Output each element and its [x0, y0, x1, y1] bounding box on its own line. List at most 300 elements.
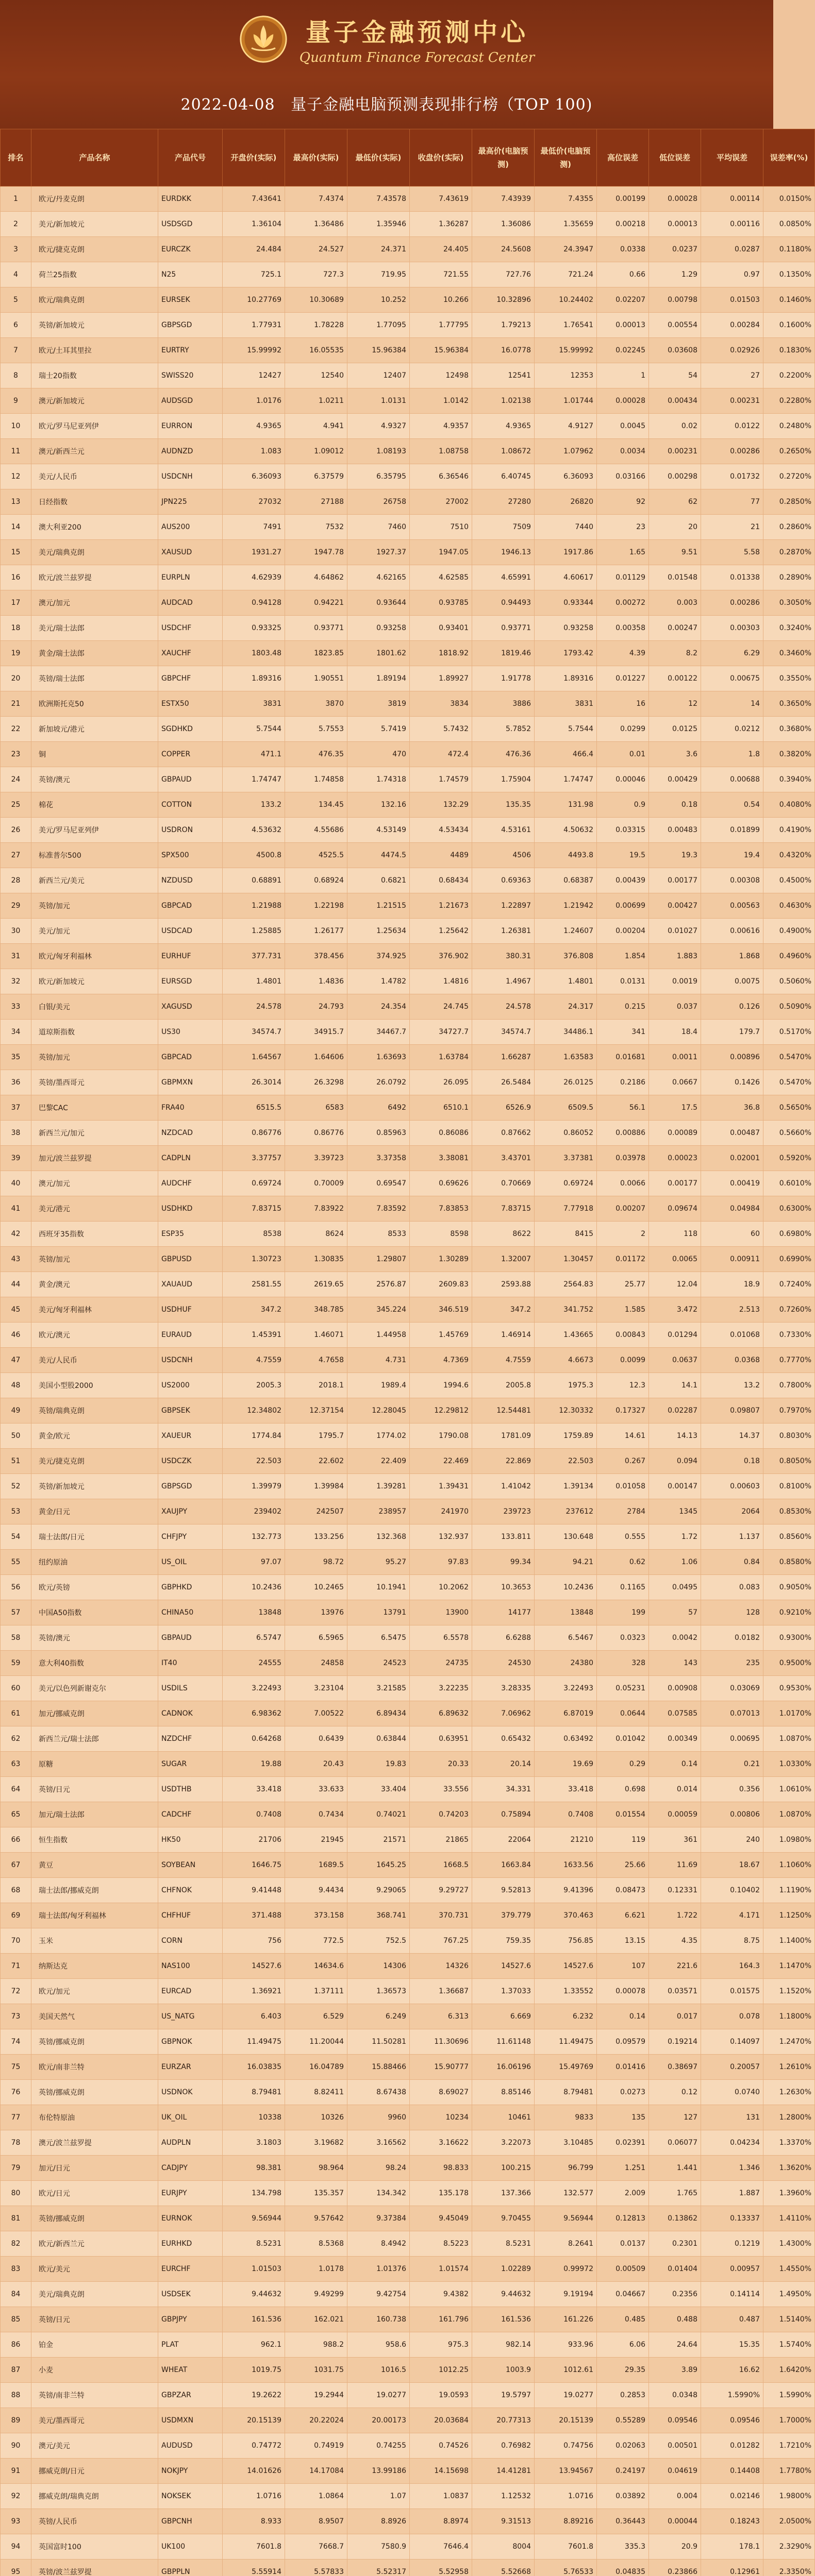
high-price-cell: 22.602 [285, 1449, 347, 1474]
predicted-high-cell: 10.3653 [472, 1575, 535, 1600]
predicted-high-cell: 0.69363 [472, 868, 535, 893]
average-error-cell: 0.04234 [701, 2130, 763, 2156]
error-rate-cell: 1.5140% [763, 2307, 815, 2332]
predicted-low-cell: 12353 [535, 363, 597, 388]
table-row [1, 1095, 815, 1121]
low-price-cell: 345.224 [347, 1297, 410, 1323]
predicted-high-cell: 10.32896 [472, 287, 535, 313]
table-row [1, 1045, 815, 1070]
high-price-cell: 0.74919 [285, 2433, 347, 2459]
high-price-cell: 133.256 [285, 1524, 347, 1550]
close-price-cell: 7.43619 [410, 187, 472, 212]
open-price-cell: 8.79481 [223, 2080, 285, 2105]
high-price-cell: 27188 [285, 489, 347, 515]
high-price-cell: 1.0211 [285, 388, 347, 414]
predicted-low-cell: 0.69724 [535, 1171, 597, 1196]
low-price-cell: 3819 [347, 691, 410, 717]
column-header: 产品名称 [31, 129, 158, 187]
open-price-cell: 3831 [223, 691, 285, 717]
product-code-cell: EURAUD [158, 1323, 223, 1348]
predicted-low-cell: 721.24 [535, 262, 597, 287]
open-price-cell: 21706 [223, 1827, 285, 1853]
product-name-cell: 英镑/新加坡元 [31, 313, 158, 338]
product-name-cell: 英镑/新加坡元 [31, 1474, 158, 1499]
low-error-cell: 0.00501 [649, 2433, 701, 2459]
error-rate-cell: 0.7800% [763, 1373, 815, 1398]
table-row [1, 944, 815, 969]
rank-cell: 45 [1, 1297, 31, 1323]
close-price-cell: 1.0837 [410, 2484, 472, 2509]
low-price-cell: 4474.5 [347, 843, 410, 868]
error-rate-cell: 0.3460% [763, 641, 815, 666]
low-error-cell: 1.441 [649, 2156, 701, 2181]
error-rate-cell: 0.1460% [763, 287, 815, 313]
table-row [1, 262, 815, 287]
predicted-low-cell: 3.37381 [535, 1146, 597, 1171]
open-price-cell: 6.403 [223, 2004, 285, 2029]
error-rate-cell: 0.9500% [763, 1651, 815, 1676]
close-price-cell: 6.313 [410, 2004, 472, 2029]
average-error-cell: 0.00603 [701, 1474, 763, 1499]
product-name-cell: 瑞士法郎/挪威克朗 [31, 1878, 158, 1903]
product-code-cell: SPX500 [158, 843, 223, 868]
low-price-cell: 24.354 [347, 994, 410, 1020]
predicted-high-cell: 0.75894 [472, 1802, 535, 1827]
product-code-cell: UK_OIL [158, 2105, 223, 2130]
low-error-cell: 20.9 [649, 2534, 701, 2560]
high-error-cell: 0.03315 [597, 818, 649, 843]
table-row [1, 414, 815, 439]
predicted-low-cell: 4.60617 [535, 565, 597, 590]
predicted-low-cell: 4.6673 [535, 1348, 597, 1373]
product-code-cell: XAUSUD [158, 540, 223, 565]
table-row [1, 1575, 815, 1600]
average-error-cell: 18.67 [701, 1853, 763, 1878]
rank-cell: 78 [1, 2130, 31, 2156]
rank-cell: 74 [1, 2029, 31, 2055]
product-name-cell: 新西兰元/瑞士法郎 [31, 1726, 158, 1752]
product-code-cell: SUGAR [158, 1752, 223, 1777]
predicted-low-cell: 1793.42 [535, 641, 597, 666]
average-error-cell: 0.00806 [701, 1802, 763, 1827]
product-code-cell: ESTX50 [158, 691, 223, 717]
rank-cell: 4 [1, 262, 31, 287]
high-price-cell: 24858 [285, 1651, 347, 1676]
error-rate-cell: 1.0170% [763, 1701, 815, 1726]
average-error-cell: 179.7 [701, 1020, 763, 1045]
product-name-cell: 标准普尔500 [31, 843, 158, 868]
error-rate-cell: 0.1350% [763, 262, 815, 287]
rank-cell: 58 [1, 1625, 31, 1651]
low-error-cell: 0.01548 [649, 565, 701, 590]
report-header [0, 0, 773, 129]
predicted-high-cell: 4.9365 [472, 414, 535, 439]
low-error-cell: 0.0637 [649, 1348, 701, 1373]
predicted-low-cell: 1.39134 [535, 1474, 597, 1499]
predicted-high-cell: 19.5797 [472, 2383, 535, 2408]
predicted-high-cell: 1.32007 [472, 1247, 535, 1272]
close-price-cell: 975.3 [410, 2332, 472, 2358]
low-price-cell: 6.89434 [347, 1701, 410, 1726]
high-price-cell: 0.70009 [285, 1171, 347, 1196]
product-code-cell: XAUEUR [158, 1423, 223, 1449]
predicted-high-cell: 1.37033 [472, 1979, 535, 2004]
high-price-cell: 727.3 [285, 262, 347, 287]
error-rate-cell: 0.7330% [763, 1323, 815, 1348]
low-error-cell: 0.13862 [649, 2206, 701, 2231]
average-error-cell: 0.04984 [701, 1196, 763, 1222]
brand-chinese-name: 量子金融预测中心 [305, 18, 528, 47]
product-name-cell: 美元/人民币 [31, 1348, 158, 1373]
high-price-cell: 6.5965 [285, 1625, 347, 1651]
error-rate-cell: 1.2800% [763, 2105, 815, 2130]
close-price-cell: 3.38081 [410, 1146, 472, 1171]
high-price-cell: 2018.1 [285, 1373, 347, 1398]
low-error-cell: 0.037 [649, 994, 701, 1020]
low-price-cell: 15.88466 [347, 2055, 410, 2080]
open-price-cell: 377.731 [223, 944, 285, 969]
high-error-cell: 1.854 [597, 944, 649, 969]
average-error-cell: 0.01282 [701, 2433, 763, 2459]
error-rate-cell: 1.3960% [763, 2181, 815, 2206]
product-code-cell: CADJPY [158, 2156, 223, 2181]
product-code-cell: GBPAUD [158, 1625, 223, 1651]
high-error-cell: 199 [597, 1600, 649, 1625]
error-rate-cell: 1.2470% [763, 2029, 815, 2055]
open-price-cell: 0.68891 [223, 868, 285, 893]
rank-cell: 11 [1, 439, 31, 464]
predicted-high-cell: 1.75904 [472, 767, 535, 792]
error-rate-cell: 0.0850% [763, 212, 815, 237]
low-price-cell: 6.35795 [347, 464, 410, 489]
predicted-high-cell: 4506 [472, 843, 535, 868]
close-price-cell: 4.7369 [410, 1348, 472, 1373]
high-price-cell: 772.5 [285, 1928, 347, 1954]
open-price-cell: 19.2622 [223, 2383, 285, 2408]
predicted-high-cell: 2005.8 [472, 1373, 535, 1398]
low-error-cell: 0.00231 [649, 439, 701, 464]
predicted-low-cell: 7440 [535, 515, 597, 540]
open-price-cell: 132.773 [223, 1524, 285, 1550]
rank-cell: 12 [1, 464, 31, 489]
predicted-high-cell: 1663.84 [472, 1853, 535, 1878]
low-price-cell: 7460 [347, 515, 410, 540]
low-error-cell: 0.03571 [649, 1979, 701, 2004]
product-name-cell: 澳元/加元 [31, 1171, 158, 1196]
product-name-cell: 荷兰25指数 [31, 262, 158, 287]
high-error-cell: 0.03892 [597, 2484, 649, 2509]
rank-cell: 30 [1, 919, 31, 944]
low-price-cell: 24523 [347, 1651, 410, 1676]
high-price-cell: 20.22024 [285, 2408, 347, 2433]
product-code-cell: ESP35 [158, 1222, 223, 1247]
rank-cell: 23 [1, 742, 31, 767]
table-row [1, 994, 815, 1020]
table-row [1, 893, 815, 919]
product-name-cell: 恒生指数 [31, 1827, 158, 1853]
product-name-cell: 英镑/波兰兹罗提 [31, 2560, 158, 2576]
open-price-cell: 14527.6 [223, 1954, 285, 1979]
average-error-cell: 1.887 [701, 2181, 763, 2206]
low-price-cell: 1016.5 [347, 2358, 410, 2383]
table-row [1, 2257, 815, 2282]
predicted-high-cell: 16.06196 [472, 2055, 535, 2080]
average-error-cell: 0.00231 [701, 388, 763, 414]
close-price-cell: 3.16622 [410, 2130, 472, 2156]
high-error-cell: 0.1165 [597, 1575, 649, 1600]
product-code-cell: GBPPLN [158, 2560, 223, 2576]
error-rate-cell: 0.4320% [763, 843, 815, 868]
error-rate-cell: 0.3050% [763, 590, 815, 616]
high-price-cell: 33.633 [285, 1777, 347, 1802]
low-error-cell: 62 [649, 489, 701, 515]
predicted-low-cell: 1.21942 [535, 893, 597, 919]
predicted-high-cell: 5.52668 [472, 2560, 535, 2576]
product-name-cell: 美元/墨西哥元 [31, 2408, 158, 2433]
predicted-high-cell: 476.36 [472, 742, 535, 767]
low-price-cell: 1.4782 [347, 969, 410, 994]
rank-cell: 63 [1, 1752, 31, 1777]
table-row [1, 1348, 815, 1373]
high-error-cell: 2.009 [597, 2181, 649, 2206]
high-error-cell: 0.00843 [597, 1323, 649, 1348]
high-price-cell: 4525.5 [285, 843, 347, 868]
product-code-cell: US30 [158, 1020, 223, 1045]
average-error-cell: 18.9 [701, 1272, 763, 1297]
predicted-high-cell: 1.36086 [472, 212, 535, 237]
high-price-cell: 476.35 [285, 742, 347, 767]
open-price-cell: 34574.7 [223, 1020, 285, 1045]
rank-cell: 22 [1, 717, 31, 742]
low-price-cell: 7.43578 [347, 187, 410, 212]
high-price-cell: 6583 [285, 1095, 347, 1121]
rank-cell: 49 [1, 1398, 31, 1423]
product-name-cell: 欧元/新加坡元 [31, 969, 158, 994]
low-error-cell: 12 [649, 691, 701, 717]
product-code-cell: EURCZK [158, 237, 223, 262]
open-price-cell: 725.1 [223, 262, 285, 287]
high-price-cell: 1.30835 [285, 1247, 347, 1272]
high-price-cell: 10.2465 [285, 1575, 347, 1600]
error-rate-cell: 0.2850% [763, 489, 815, 515]
close-price-cell: 346.519 [410, 1297, 472, 1323]
error-rate-cell: 0.5090% [763, 994, 815, 1020]
high-price-cell: 12.37154 [285, 1398, 347, 1423]
table-row [1, 1676, 815, 1701]
close-price-cell: 3.22235 [410, 1676, 472, 1701]
low-error-cell: 0.00798 [649, 287, 701, 313]
high-price-cell: 1.46071 [285, 1323, 347, 1348]
table-row [1, 818, 815, 843]
open-price-cell: 1.0176 [223, 388, 285, 414]
high-error-cell: 0.00013 [597, 313, 649, 338]
average-error-cell: 0.00308 [701, 868, 763, 893]
low-price-cell: 0.93644 [347, 590, 410, 616]
product-code-cell: USDHKD [158, 1196, 223, 1222]
low-error-cell: 127 [649, 2105, 701, 2130]
average-error-cell: 13.2 [701, 1373, 763, 1398]
average-error-cell: 77 [701, 489, 763, 515]
product-code-cell: IT40 [158, 1651, 223, 1676]
low-error-cell: 0.00298 [649, 464, 701, 489]
product-name-cell: 白银/美元 [31, 994, 158, 1020]
predicted-high-cell: 3.22073 [472, 2130, 535, 2156]
error-rate-cell: 0.9210% [763, 1600, 815, 1625]
rank-cell: 1 [1, 187, 31, 212]
open-price-cell: 8538 [223, 1222, 285, 1247]
high-error-cell: 0.01042 [597, 1726, 649, 1752]
open-price-cell: 3.37757 [223, 1146, 285, 1171]
predicted-low-cell: 6509.5 [535, 1095, 597, 1121]
close-price-cell: 1.63784 [410, 1045, 472, 1070]
table-row [1, 1853, 815, 1878]
low-error-cell: 0.004 [649, 2484, 701, 2509]
average-error-cell: 8.75 [701, 1928, 763, 1954]
error-rate-cell: 1.1400% [763, 1928, 815, 1954]
low-price-cell: 19.0277 [347, 2383, 410, 2408]
open-price-cell: 161.536 [223, 2307, 285, 2332]
high-error-cell: 0.0323 [597, 1625, 649, 1651]
predicted-low-cell: 9.56944 [535, 2206, 597, 2231]
average-error-cell: 164.3 [701, 1954, 763, 1979]
product-name-cell: 巴黎CAC [31, 1095, 158, 1121]
rank-cell: 61 [1, 1701, 31, 1726]
rank-cell: 85 [1, 2307, 31, 2332]
low-error-cell: 0.00908 [649, 1676, 701, 1701]
product-code-cell: GBPZAR [158, 2383, 223, 2408]
low-error-cell: 0.094 [649, 1449, 701, 1474]
predicted-low-cell: 5.7544 [535, 717, 597, 742]
table-row [1, 2105, 815, 2130]
low-error-cell: 0.0065 [649, 1247, 701, 1272]
predicted-low-cell: 26.0125 [535, 1070, 597, 1095]
predicted-high-cell: 727.76 [472, 262, 535, 287]
high-error-cell: 0.02391 [597, 2130, 649, 2156]
high-error-cell: 0.62 [597, 1550, 649, 1575]
low-error-cell: 143 [649, 1651, 701, 1676]
high-error-cell: 0.09579 [597, 2029, 649, 2055]
open-price-cell: 4.7559 [223, 1348, 285, 1373]
low-error-cell: 18.4 [649, 1020, 701, 1045]
rank-cell: 59 [1, 1651, 31, 1676]
rank-cell: 54 [1, 1524, 31, 1550]
predicted-low-cell: 24380 [535, 1651, 597, 1676]
high-price-cell: 1.36486 [285, 212, 347, 237]
average-error-cell: 60 [701, 1222, 763, 1247]
open-price-cell: 33.418 [223, 1777, 285, 1802]
low-price-cell: 719.95 [347, 262, 410, 287]
rank-cell: 44 [1, 1272, 31, 1297]
predicted-low-cell: 13.94567 [535, 2459, 597, 2484]
close-price-cell: 1790.08 [410, 1423, 472, 1449]
rank-cell: 52 [1, 1474, 31, 1499]
column-header: 平均误差 [701, 129, 763, 187]
low-error-cell: 9.51 [649, 540, 701, 565]
predicted-low-cell: 0.99972 [535, 2257, 597, 2282]
average-error-cell: 240 [701, 1827, 763, 1853]
product-name-cell: 英镑/澳元 [31, 1625, 158, 1651]
open-price-cell: 4.62939 [223, 565, 285, 590]
predicted-low-cell: 6.36093 [535, 464, 597, 489]
close-price-cell: 1012.25 [410, 2358, 472, 2383]
high-price-cell: 988.2 [285, 2332, 347, 2358]
predicted-low-cell: 24.317 [535, 994, 597, 1020]
predicted-low-cell: 1.33552 [535, 1979, 597, 2004]
high-error-cell: 0.485 [597, 2307, 649, 2332]
rank-cell: 46 [1, 1323, 31, 1348]
low-error-cell: 1.29 [649, 262, 701, 287]
product-code-cell: SWISS20 [158, 363, 223, 388]
close-price-cell: 1994.6 [410, 1373, 472, 1398]
close-price-cell: 8.69027 [410, 2080, 472, 2105]
product-code-cell: US_NATG [158, 2004, 223, 2029]
product-code-cell: US2000 [158, 1373, 223, 1398]
product-code-cell: SGDHKD [158, 717, 223, 742]
close-price-cell: 22.469 [410, 1449, 472, 1474]
close-price-cell: 1.08758 [410, 439, 472, 464]
column-header: 最低价(实际) [347, 129, 410, 187]
error-rate-cell: 1.1520% [763, 1979, 815, 2004]
close-price-cell: 9.4382 [410, 2282, 472, 2307]
product-code-cell: CHFHUF [158, 1903, 223, 1928]
rank-cell: 81 [1, 2206, 31, 2231]
high-error-cell: 0.03166 [597, 464, 649, 489]
high-price-cell: 14.17084 [285, 2459, 347, 2484]
low-price-cell: 374.925 [347, 944, 410, 969]
rank-cell: 25 [1, 792, 31, 818]
predicted-low-cell: 20.15139 [535, 2408, 597, 2433]
table-row [1, 868, 815, 893]
high-price-cell: 10.30689 [285, 287, 347, 313]
predicted-low-cell: 8415 [535, 1222, 597, 1247]
error-rate-cell: 1.1470% [763, 1954, 815, 1979]
product-code-cell: CHINA50 [158, 1600, 223, 1625]
low-price-cell: 4.9327 [347, 414, 410, 439]
predicted-high-cell: 22064 [472, 1827, 535, 1853]
rank-cell: 90 [1, 2433, 31, 2459]
close-price-cell: 6.89632 [410, 1701, 472, 1726]
predicted-high-cell: 4.53161 [472, 818, 535, 843]
average-error-cell: 0.00286 [701, 439, 763, 464]
high-error-cell: 2 [597, 1222, 649, 1247]
rank-cell: 56 [1, 1575, 31, 1600]
predicted-high-cell: 34.331 [472, 1777, 535, 1802]
predicted-high-cell: 6526.9 [472, 1095, 535, 1121]
low-error-cell: 0.09674 [649, 1196, 701, 1222]
low-price-cell: 8.4942 [347, 2231, 410, 2257]
open-price-cell: 0.69724 [223, 1171, 285, 1196]
close-price-cell: 12498 [410, 363, 472, 388]
error-rate-cell: 1.4950% [763, 2282, 815, 2307]
open-price-cell: 9.44632 [223, 2282, 285, 2307]
predicted-high-cell: 1819.46 [472, 641, 535, 666]
low-price-cell: 1.36573 [347, 1979, 410, 2004]
predicted-low-cell: 1.0716 [535, 2484, 597, 2509]
table-row [1, 792, 815, 818]
predicted-low-cell: 94.21 [535, 1550, 597, 1575]
low-error-cell: 1.883 [649, 944, 701, 969]
open-price-cell: 8.933 [223, 2509, 285, 2534]
average-error-cell: 0.14114 [701, 2282, 763, 2307]
average-error-cell: 178.1 [701, 2534, 763, 2560]
predicted-high-cell: 1.79213 [472, 313, 535, 338]
predicted-high-cell: 1.41042 [472, 1474, 535, 1499]
table-row [1, 1171, 815, 1196]
rank-cell: 16 [1, 565, 31, 590]
low-error-cell: 1345 [649, 1499, 701, 1524]
predicted-low-cell: 1.76541 [535, 313, 597, 338]
predicted-high-cell: 3886 [472, 691, 535, 717]
